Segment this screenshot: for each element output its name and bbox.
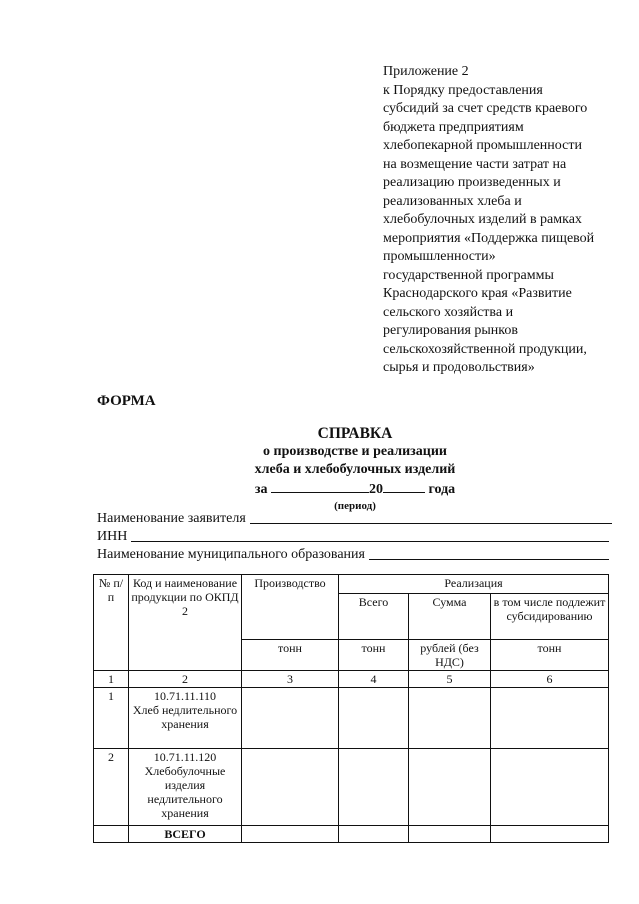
table-column-numbers-row	[94, 671, 609, 688]
header-code: Код и наименование продукции по ОКПД 2	[129, 575, 242, 671]
period-blank[interactable]	[271, 479, 369, 493]
cell-production[interactable]	[242, 749, 339, 826]
title-subline: хлеба и хлебобулочных изделий	[254, 462, 456, 477]
annex-line: на возмещение части затрат на	[383, 156, 567, 172]
annex-line: реализованных хлеба и	[383, 193, 522, 209]
municipality-input-line[interactable]	[369, 558, 609, 560]
total-label: ВСЕГО	[129, 826, 242, 843]
inn-input-line[interactable]	[131, 540, 609, 542]
municipality-field	[97, 546, 609, 563]
annex-line: государственной программы	[383, 267, 554, 283]
row-name: Хлебобулочные изделия недлительного хранения	[144, 764, 226, 820]
cell-production[interactable]	[242, 688, 339, 749]
table-header-row	[94, 575, 609, 594]
unit-sum: рублей (без НДС)	[409, 640, 491, 671]
header-sum: Сумма	[409, 594, 491, 640]
column-number: 4	[339, 671, 409, 688]
annex-block	[383, 63, 633, 378]
total-subsidy[interactable]	[491, 826, 609, 843]
row-product	[129, 749, 242, 826]
header-num: № п/п	[94, 575, 129, 671]
annex-line: сырья и продовольствия»	[383, 360, 535, 375]
period-caption: (период)	[334, 500, 376, 512]
header-sales: Реализация	[339, 575, 609, 594]
cell-sales-sum[interactable]	[409, 749, 491, 826]
period-line	[180, 479, 530, 499]
annex-line: реализацию произведенных и	[383, 175, 561, 190]
cell-sales-total[interactable]	[339, 749, 409, 826]
unit-production: тонн	[242, 640, 339, 671]
inn-label: ИНН	[97, 529, 128, 544]
total-sales-total[interactable]	[339, 826, 409, 843]
cell-sales-total[interactable]	[339, 688, 409, 749]
row-num: 2	[94, 749, 129, 826]
column-number: 1	[94, 671, 129, 688]
column-number: 3	[242, 671, 339, 688]
form-label: ФОРМА	[97, 393, 156, 409]
unit-total: тонн	[339, 640, 409, 671]
applicant-input-line[interactable]	[250, 522, 612, 524]
column-number: 6	[491, 671, 609, 688]
annex-line: к Порядку предоставления	[383, 82, 543, 98]
cell-subsidy[interactable]	[491, 749, 609, 826]
total-sales-sum[interactable]	[409, 826, 491, 843]
row-product	[129, 688, 242, 749]
row-num: 1	[94, 688, 129, 749]
unit-subsidy: тонн	[491, 640, 609, 671]
year-blank[interactable]	[383, 479, 425, 493]
row-code: 10.71.11.110	[153, 689, 217, 703]
title-subline: о производстве и реализации	[263, 444, 447, 459]
applicant-field	[97, 510, 612, 527]
document-title: СПРАВКА	[317, 425, 393, 442]
annex-line: сельскохозяйственной продукции,	[383, 341, 587, 357]
document-title-block	[180, 425, 530, 513]
header-production: Производство	[242, 575, 339, 640]
cell-sales-sum[interactable]	[409, 688, 491, 749]
annex-line: мероприятия «Поддержка пищевой	[383, 230, 595, 246]
column-number: 2	[129, 671, 242, 688]
annex-line: хлебопекарной промышленности	[383, 138, 582, 153]
total-empty-cell	[94, 826, 129, 843]
annex-line: субсидий за счет средств краевого	[383, 101, 588, 116]
annex-line: сельского хозяйства и	[383, 304, 514, 320]
table-row	[94, 688, 609, 749]
report-table	[93, 574, 609, 843]
total-production[interactable]	[242, 826, 339, 843]
annex-line: бюджета предприятиям	[383, 119, 524, 135]
applicant-label: Наименование заявителя	[97, 511, 246, 526]
inn-field	[97, 528, 609, 545]
annex-line: регулирования рынков	[383, 323, 518, 338]
row-name: Хлеб недлительного хранения	[132, 703, 238, 731]
cell-subsidy[interactable]	[491, 688, 609, 749]
annex-line: промышленности»	[383, 249, 496, 264]
table-total-row	[94, 826, 609, 843]
table-row	[94, 749, 609, 826]
annex-line: Краснодарского края «Развитие	[383, 286, 572, 301]
column-number: 5	[409, 671, 491, 688]
annex-line: хлебобулочных изделий в рамках	[383, 212, 582, 227]
period-year-word: года	[428, 482, 456, 497]
row-code: 10.71.11.120	[153, 750, 217, 764]
municipality-label: Наименование муниципального образования	[97, 547, 365, 562]
period-prefix: за	[254, 482, 268, 497]
period-century: 20	[368, 482, 383, 497]
header-total: Всего	[339, 594, 409, 640]
annex-line: Приложение 2	[383, 64, 469, 79]
header-subsidy: в том числе подлежит субсидированию	[491, 594, 609, 640]
